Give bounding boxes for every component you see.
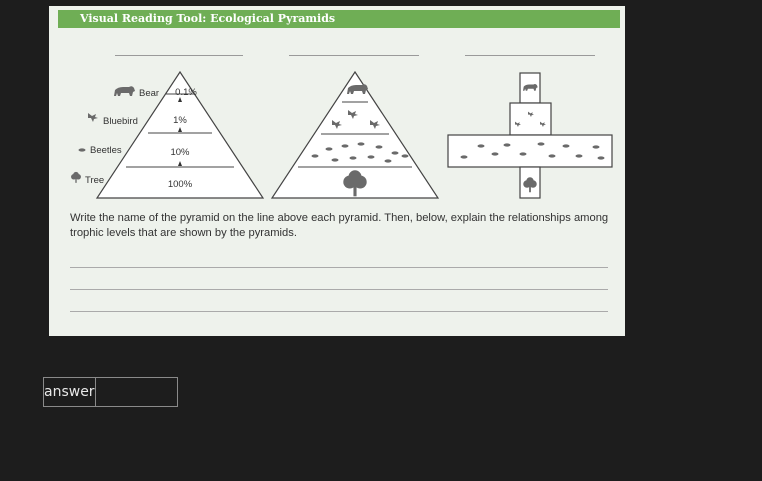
pyramid-diagrams [49,6,625,336]
answer-label: answer [44,378,96,406]
organism-label-bear: Bear [139,88,160,99]
energy-percent-top: 0.1% [175,87,197,98]
numbers-pyramid [272,72,438,198]
answer-line-1 [70,267,608,268]
organism-label-beetles: Beetles [90,145,122,156]
answer-field-container [43,377,178,407]
answer-line-3 [70,311,608,312]
forest-numbers-pyramid [448,73,612,198]
organism-label-tree: Tree [85,175,105,186]
organism-label-bluebird: Bluebird [103,116,138,127]
answer-input[interactable] [96,378,280,406]
worksheet-title: Visual Reading Tool: Ecological Pyramids [58,10,620,28]
energy-percent-base: 100% [167,179,193,190]
energy-percent-2: 1% [173,115,187,126]
worksheet-instructions: Write the name of the pyramid on the line above each pyramid. Then, below, explain the relationships among trophic levels that are shown by the pyramids. [70,212,609,239]
energy-percent-3: 10% [170,147,190,158]
worksheet-image [49,6,625,336]
answer-line-2 [70,289,608,290]
